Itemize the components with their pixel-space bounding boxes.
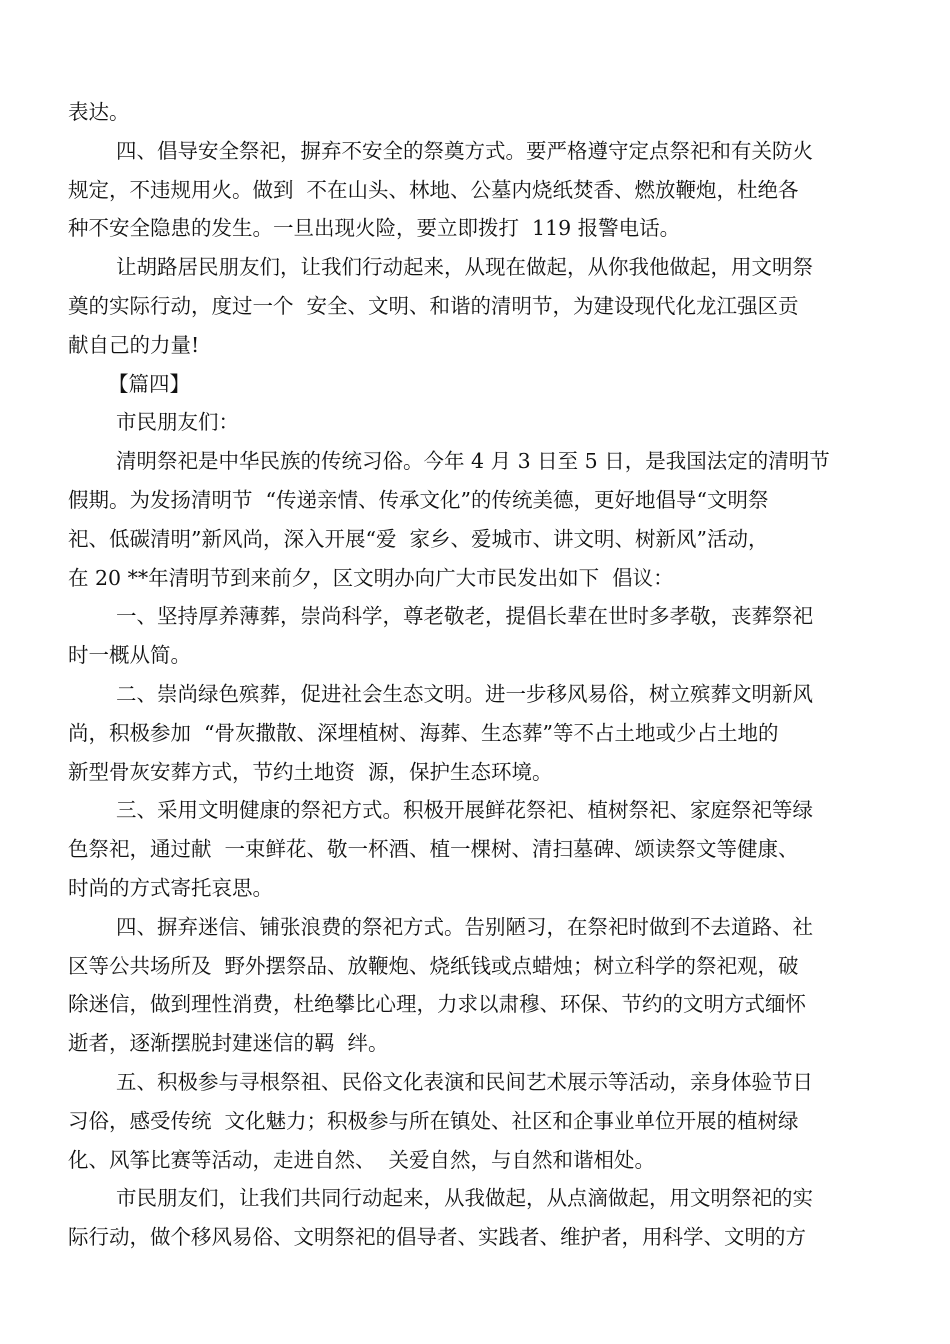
text-line: 尚，积极参加 “骨灰撒散、深埋植树、海葬、生态葬”等不占土地或少占土地的 [68, 720, 779, 745]
text-line: 种不安全隐患的发生。一旦出现火险，要立即拨打 119 报警电话。 [68, 216, 681, 241]
section-heading: 【篇四】 [108, 371, 190, 396]
text-line: 在 20 **年清明节到来前夕，区文明办向广大市民发出如下 倡议： [68, 565, 674, 590]
text-line: 时一概从简。 [68, 643, 191, 668]
text-line: 新型骨灰安葬方式，节约土地资 源，保护生态环境。 [68, 759, 553, 784]
text-line: 化、风筝比赛等活动，走进自然、 关爱自然，与自然和谐相处。 [68, 1147, 656, 1172]
text-line: 一、坚持厚养薄葬，崇尚科学，尊老敬老，提倡长辈在世时多孝敬，丧葬祭祀 [116, 604, 813, 629]
text-line: 四、倡导安全祭祀，摒弃不安全的祭奠方式。要严格遵守定点祭祀和有关防火 [116, 138, 813, 163]
text-line: 色祭祀，通过献 一束鲜花、敬一杯酒、植一棵树、清扫墓碑、颂读祭文等健康、 [68, 837, 799, 862]
text-line: 清明祭祀是中华民族的传统习俗。今年 4 月 3 日至 5 日，是我国法定的清明节 [116, 449, 830, 474]
text-line: 奠的实际行动，度过一个 安全、文明、和谐的清明节，为建设现代化龙江强区贡 [68, 293, 799, 318]
text-line: 二、崇尚绿色殡葬，促进社会生态文明。进一步移风易俗，树立殡葬文明新风 [116, 681, 813, 706]
text-line: 让胡路居民朋友们，让我们行动起来，从现在做起，从你我他做起，用文明祭 [116, 255, 813, 280]
text-line: 市民朋友们，让我们共同行动起来，从我做起，从点滴做起，用文明祭祀的实 [116, 1186, 813, 1211]
document-body [68, 93, 884, 1257]
text-line: 四、摒弃迷信、铺张浪费的祭祀方式。告别陋习，在祭祀时做到不去道路、社 [116, 914, 813, 939]
text-line: 时尚的方式寄托哀思。 [68, 875, 273, 900]
text-line: 际行动，做个移风易俗、文明祭祀的倡导者、实践者、维护者，用科学、文明的方 [68, 1225, 806, 1250]
text-line: 表达。 [68, 100, 130, 124]
text-line: 区等公共场所及 野外摆祭品、放鞭炮、烧纸钱或点蜡烛；树立科学的祭祀观，破 [68, 953, 799, 978]
text-line: 市民朋友们： [116, 410, 239, 435]
text-line: 习俗，感受传统 文化魅力；积极参与所在镇处、社区和企事业单位开展的植树绿 [68, 1108, 799, 1133]
text-line: 五、积极参与寻根祭祖、民俗文化表演和民间艺术展示等活动，亲身体验节日 [116, 1069, 813, 1094]
text-line: 假期。为发扬清明节 “传递亲情、传承文化”的传统美德，更好地倡导“文明祭 [68, 487, 769, 512]
text-line: 三、采用文明健康的祭祀方式。积极开展鲜花祭祀、植树祭祀、家庭祭祀等绿 [116, 798, 813, 823]
text-line: 祀、低碳清明”新风尚，深入开展“爱 家乡、爱城市、讲文明、树新风”活动， [68, 526, 769, 551]
text-line: 规定，不违规用火。做到 不在山头、林地、公墓内烧纸焚香、燃放鞭炮，杜绝各 [68, 177, 799, 202]
text-line: 逝者，逐渐摆脱封建迷信的羁 绊。 [68, 1031, 389, 1056]
text-line: 除迷信，做到理性消费，杜绝攀比心理，力求以肃穆、环保、节约的文明方式缅怀 [68, 992, 806, 1017]
text-line: 献自己的力量! [68, 332, 200, 357]
